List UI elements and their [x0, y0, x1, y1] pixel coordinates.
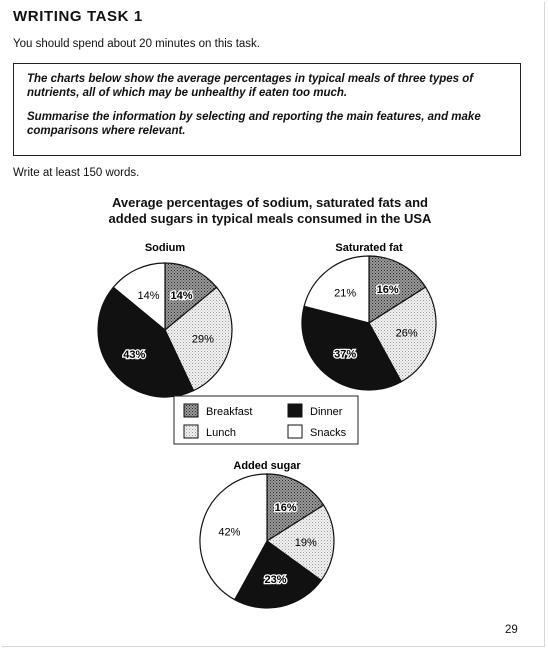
task-prompt-description: The charts below show the average percentages in typical meals of three types of nutrients, all of which may be unhealthy if eaten too much.	[27, 73, 474, 99]
pie-label-sodium-snacks: 14%	[137, 289, 160, 302]
page-number: 29	[505, 624, 518, 636]
figure-title-line-2: added sugars in typical meals consumed in the USA	[108, 211, 432, 226]
legend-swatch-breakfast	[184, 404, 198, 417]
word-count-instruction: Write at least 150 words.	[13, 167, 140, 179]
pie-label-sodium-breakfast: 14%	[170, 289, 193, 302]
pie-label-saturated-fat-breakfast: 16%	[376, 283, 399, 296]
legend-swatch-lunch	[184, 425, 198, 438]
pie-label-saturated-fat-dinner: 37%	[334, 348, 357, 361]
legend-label-lunch: Lunch	[206, 427, 236, 439]
pie-label-sodium-lunch: 29%	[191, 333, 214, 346]
pie-title-saturated-fat: Saturated fat	[335, 242, 403, 254]
pie-label-saturated-fat-lunch: 26%	[395, 327, 418, 340]
pie-label-saturated-fat-snacks: 21%	[334, 287, 357, 300]
task-title: WRITING TASK 1	[13, 8, 143, 25]
time-instruction: You should spend about 20 minutes on this task.	[13, 38, 260, 50]
pie-title-sodium: Sodium	[144, 242, 186, 254]
pie-label-added-sugar-breakfast: 16%	[274, 501, 297, 514]
pie-label-sodium-dinner: 43%	[123, 348, 146, 361]
pie-label-added-sugar-dinner: 23%	[264, 573, 287, 586]
figure-title-line-1: Average percentages of sodium, saturated fats and	[112, 195, 428, 210]
legend-label-dinner: Dinner	[310, 406, 343, 418]
pie-label-added-sugar-lunch: 19%	[294, 537, 317, 550]
pie-label-added-sugar-snacks: 42%	[218, 526, 241, 539]
legend-label-breakfast: Breakfast	[206, 406, 253, 418]
legend-swatch-dinner	[288, 404, 302, 417]
legend-label-snacks: Snacks	[310, 427, 347, 439]
task-prompt-instruction: Summarise the information by selecting and reporting the main features, and make comparisons where relevant.	[27, 111, 481, 137]
pie-title-added-sugar: Added sugar	[233, 460, 301, 472]
legend-swatch-snacks	[288, 425, 302, 438]
